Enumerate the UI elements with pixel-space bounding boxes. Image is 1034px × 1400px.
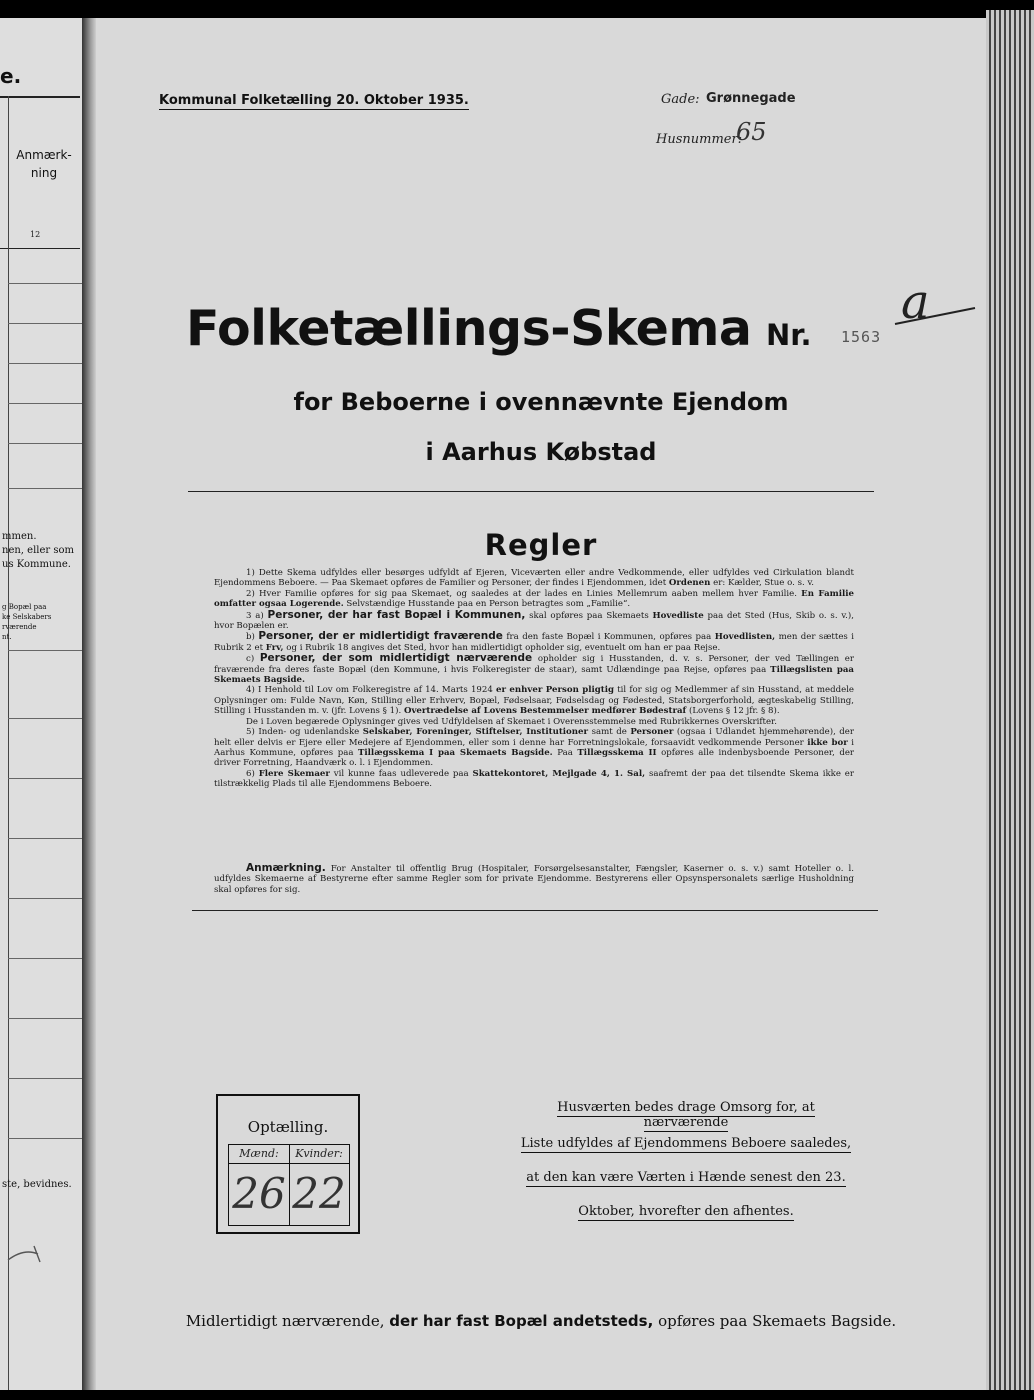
page-edges-stack — [986, 10, 1034, 1390]
rule-4b: De i Loven begærede Oplysninger gives ved Udfyldelsen af Skemaet i Overensstemmelse med Rubrikkernes Overskrifter. — [246, 716, 777, 727]
landlord-notice-line-2: Liste udfyldes af Ejendommens Beboere saaledes, — [520, 1136, 852, 1151]
rule-3b: b) Personer, der er midlertidigt fraværende fra den faste Bopæl i Kommunen, opføres paa Hovedlisten, men der sættes i Rubrik 2 et Frv, og i Rubrik 18 angives det Sted, hvor han midlertidigt opholder sig, eventuelt om han er paa Rejse. — [214, 630, 855, 653]
census-form-page — [96, 18, 986, 1390]
landlord-notice-line-1: Husværten bedes drage Omsorg for, at nærværende — [557, 1100, 815, 1130]
rule-3c: c) Personer, der som midlertidigt nærværende opholder sig i Husstanden, d. v. s. Personer, der ved Tællingen er fraværende fra deres faste Bopæl (den Kommune, i hvis Folkeregister de staar), samt Udlændinge paa Rejse, opføres paa Tillægslisten paa Skemaets Bagside. — [214, 652, 855, 686]
left-page-row-line — [8, 838, 82, 839]
left-page-row-line — [8, 488, 82, 489]
street-label: Gade: — [661, 92, 700, 107]
left-page-row-line — [8, 363, 82, 364]
left-page-fragment: nen, eller som — [2, 545, 74, 556]
landlord-notice-line-3: at den kan være Værten i Hænde senest den 23. — [526, 1170, 846, 1185]
tally-women-value: 22 — [292, 1169, 346, 1218]
left-page-row-line — [8, 443, 82, 444]
divider-bottom — [192, 910, 878, 911]
rules-heading: Regler — [484, 528, 598, 562]
rule-2: 2) Hver Familie opføres for sig paa Skemaet, og saaledes at der lades en Linies Mellemrum aaben mellem hver Familie. En Familie omfatter ogsaa Logerende. Selvstændige Husstande paa en Person betragtes som „Familie“. — [214, 588, 854, 610]
left-page-fragment: nt. — [2, 633, 12, 641]
left-page-row-line — [8, 283, 82, 284]
left-page-row-line — [8, 718, 82, 719]
left-page-row-line — [8, 898, 82, 899]
left-page-row-line — [8, 958, 82, 959]
left-page-row-line — [8, 778, 82, 779]
census-title: Kommunal Folketælling 20. Oktober 1935. — [159, 93, 469, 108]
left-page-fragment: ke Selskabers — [2, 613, 52, 621]
left-page-fragment: ste, bevidnes. — [2, 1179, 72, 1190]
left-page-row-line — [8, 1078, 82, 1079]
rule-4: 4) I Henhold til Lov om Folkeregistre af 14. Marts 1924 er enhver Person pligtig til for sig og Medlemmer af sin Husstand, at meddele Oplysninger om: Fulde Navn, Køn, Stilling eller Erhverv, Bopæl, Fødselsaar, Fødselsdag og Fødested, Statsborgerforhold, ægteskabelig Stilling, Stilling i Husstanden m. v. (jfr. Lovens § 1). Overtrædelse af Lovens Bestemmelser medfører Bødestraf (Lovens § 12 jfr. § 8). — [214, 685, 855, 717]
form-number-stamp: 1563 — [841, 328, 882, 346]
left-page-row-line — [8, 323, 82, 324]
left-page-column-header: Anmærk-ning — [16, 148, 72, 180]
left-page-row-line — [8, 1018, 82, 1019]
form-subtitle-2: i Aarhus Købstad — [425, 438, 657, 466]
divider-top — [188, 491, 874, 492]
form-number-label: Nr. — [766, 318, 812, 352]
rule-3a: 3 a) Personer, der har fast Bopæl i Kommunen, skal opføres paa Skemaets Hovedliste paa det Sted (Hus, Skib o. s. v.), hvor Bopælen er. — [214, 608, 854, 632]
landlord-notice-line-4: Oktober, hvorefter den afhentes. — [578, 1204, 794, 1219]
annotation-note — [214, 863, 854, 895]
tally-box — [216, 1094, 360, 1234]
left-page-header-fragment: e. — [0, 64, 22, 88]
street-value: Grønnegade — [706, 91, 796, 106]
left-page-row-line — [8, 1138, 82, 1139]
left-page-fragment: g Bopæl paa — [2, 603, 47, 611]
tally-grid — [228, 1144, 350, 1226]
rule-1: 1) Dette Skema udfyldes eller besørges udfyldt af Ejeren, Viceværten eller andre Vedkommende, eller udfyldes ved Cirkulation blandt Ejendommens Beboere. — Paa Skemaet opføres de Familier og Personer, der findes i Ejendommen, idet Ordenen er: Kælder, Stue o. s. v. — [214, 568, 854, 589]
left-page-column-line — [8, 96, 9, 1390]
house-number-value: 65 — [736, 118, 767, 146]
left-page-fragment: mmen. — [2, 531, 37, 542]
rule-5: 5) Inden- og udenlandske Selskaber, Foreninger, Stiftelser, Institutioner samt de Personer (ogsaa i Udlandet hjemmehørende), der helt eller delvis er Ejere eller Medejere af Ejendommen, eller som i denne har Forretningslokale, forsaavidt vedkommende Personer ikke bor i Aarhus Kommune, opføres paa Tillægsskema I paa Skemaets Bagside. Paa Tillægsskema II opføres alle indenbysboende Personer, der driver Forretning, Haandværk o. l. i Ejendommen. — [214, 727, 855, 769]
rules-text — [214, 568, 854, 790]
tally-title: Optælling. — [247, 1118, 329, 1136]
left-page-fragment: rværende — [2, 623, 37, 631]
tally-men-label: Mænd: — [239, 1147, 279, 1160]
tally-men-value: 26 — [232, 1169, 286, 1218]
rule-6: 6) Flere Skemaer vil kunne faas udleverede paa Skattekontoret, Mejlgade 4, 1. Sal, saafremt der paa det tilsendte Skema ikke er tilstrækkelig Plads til alle Ejendommens Beboere. — [214, 768, 854, 790]
form-subtitle-1: for Beboerne i ovennævnte Ejendom — [293, 388, 789, 416]
left-facing-page — [0, 18, 84, 1390]
form-title: Folketællings-Skema — [186, 300, 752, 357]
underline-stroke-icon — [891, 280, 981, 330]
page-fold-shadow — [82, 18, 96, 1390]
left-page-fragment: us Kommune. — [2, 559, 71, 570]
annotation-text: For Anstalter til offentlig Brug (Hospitaler, Forsørgelsesanstalter, Fængsler, Kaserner o. s. v.) samt Hoteller o. l. udfyldes Skemaerne af Bestyrerne efter samme Regler som for private Ejendomme. Bestyrerens eller Opsynspersonalets særlige Husholdning skal opføres for sig. — [214, 864, 854, 895]
house-number-label: Husnummer: — [656, 132, 743, 147]
footer-note: Midlertidigt nærværende, der har fast Bopæl andetsteds, opføres paa Skemaets Bagside. — [185, 1312, 897, 1330]
left-page-row-line — [8, 650, 82, 651]
handwritten-suffix-text: a — [901, 274, 930, 330]
tally-women-label: Kvinder: — [295, 1147, 343, 1160]
left-page-column-number: 12 — [30, 230, 41, 239]
annotation-label: Anmærkning. — [246, 862, 326, 874]
left-page-row-line — [8, 403, 82, 404]
pencil-mark-icon — [4, 1238, 64, 1268]
